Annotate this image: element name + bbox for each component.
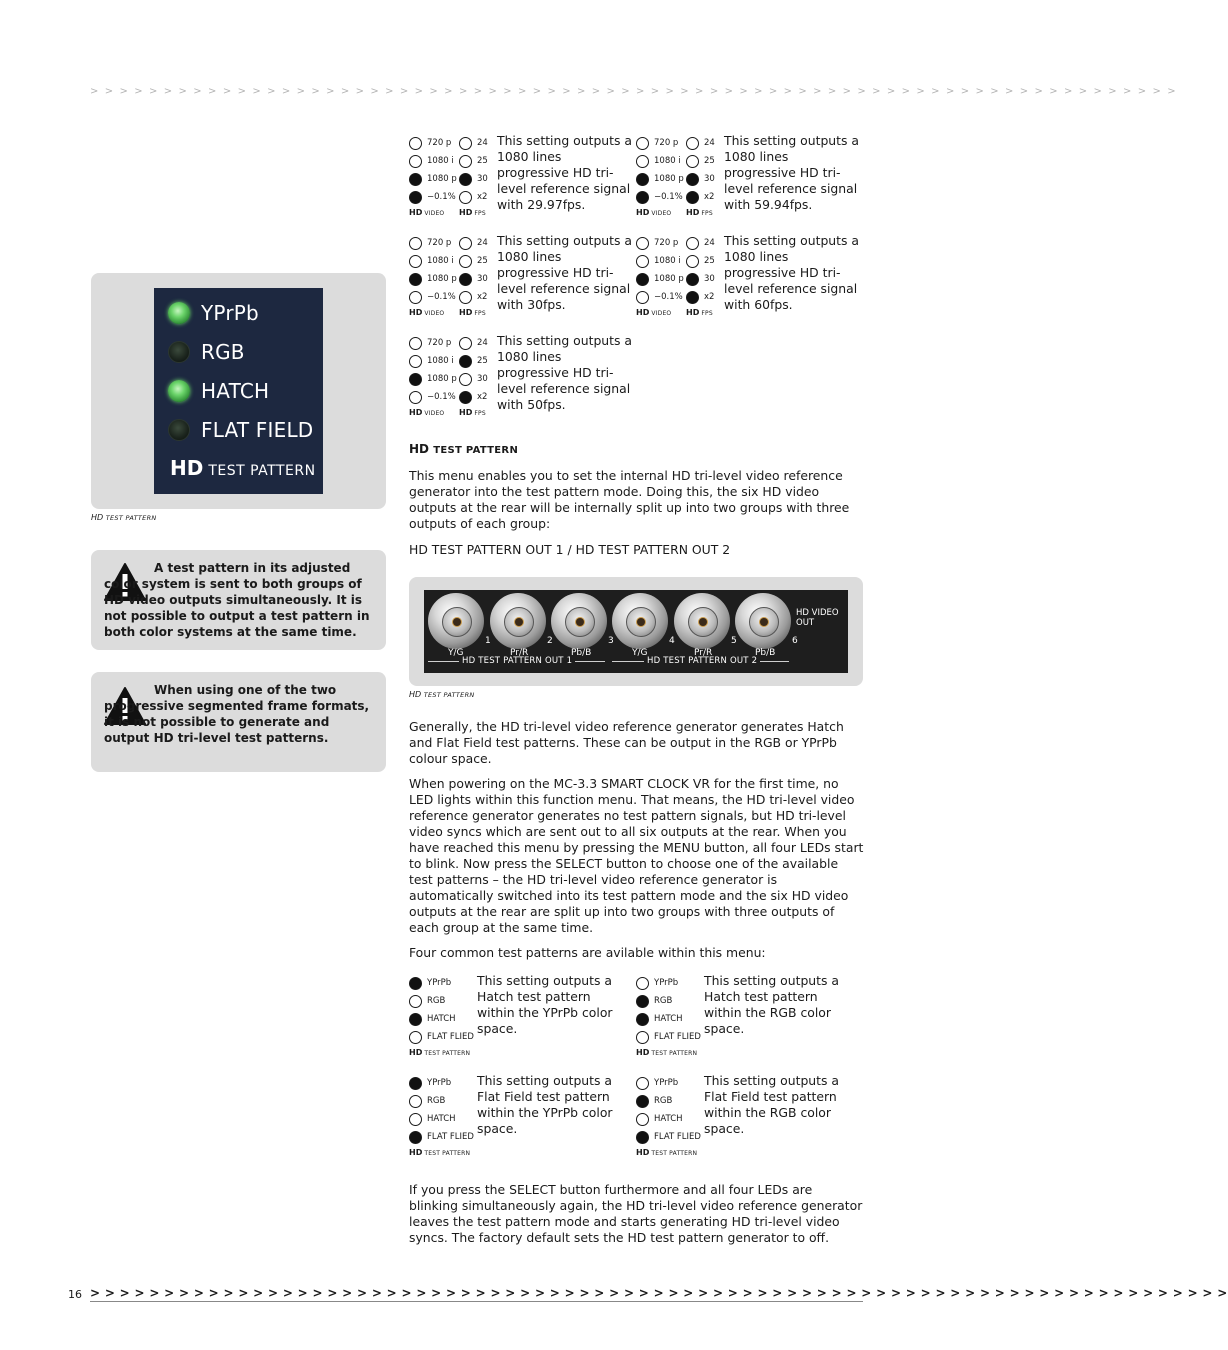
hd-video-footer: [636, 208, 671, 217]
hd-video-footer: [409, 408, 444, 417]
pattern-label: FLAT FLIED: [654, 1032, 701, 1042]
header-arrow-rule: > > > > > > > > > > > > > > > > > > > > > > > > > > > > > > > > > > > > > > > > > > > > > > > > > > > > > > > > > > > > > > > > > > > > > > > > > >: [90, 86, 1178, 97]
connector-number: 6: [792, 636, 798, 646]
led-dot-icon: [636, 291, 649, 304]
led-dot-icon: [686, 173, 699, 186]
led-dot-icon: [459, 337, 472, 350]
device-row-hatch: [168, 376, 269, 406]
led-dot-icon: [686, 155, 699, 168]
pattern-row: [409, 1094, 445, 1108]
fps-label: 30: [477, 374, 488, 384]
fps-label: 24: [704, 238, 715, 248]
caption-hd: HD: [91, 513, 104, 522]
pattern-row: [636, 1076, 678, 1090]
foot-hd: HD: [636, 208, 650, 217]
fps-setting-block: [636, 236, 726, 326]
led-dot-icon: [409, 1131, 422, 1144]
led-indicator-icon: [168, 380, 190, 402]
led-dot-icon: [459, 273, 472, 286]
video-format-label: 1080 p: [427, 174, 457, 184]
video-format-label: 1080 i: [654, 256, 681, 266]
led-dot-icon: [636, 1013, 649, 1026]
warning-text-1: A test pattern in its adjusted color system is sent to both groups of HD video outputs simultaneously. It is not possible to output a test pattern in both color systems at the same time.: [104, 561, 370, 639]
foot-hd: HD: [636, 1048, 650, 1057]
connector-signal-label: Pr/R: [694, 648, 713, 658]
foot-video: VIDEO: [424, 210, 445, 217]
pattern-setting-description: This setting outputs a Flat Field test pattern within the YPrPb color space.: [477, 1073, 613, 1136]
connector-signal-label: Pb/B: [571, 648, 592, 658]
fps-setting-description: This setting outputs a 1080 lines progressive HD tri-level reference signal with 50fps.: [497, 333, 633, 412]
warning-box-1: [91, 550, 386, 650]
video-format-row: [636, 154, 681, 168]
video-format-label: −0.1%: [654, 292, 683, 302]
led-dot-icon: [409, 1031, 422, 1044]
foot-rest: TEST PATTERN: [651, 1150, 698, 1157]
pattern-row: [409, 1030, 474, 1044]
fps-label: 24: [477, 238, 488, 248]
led-dot-icon: [459, 373, 472, 386]
fps-setting-description: This setting outputs a 1080 lines progressive HD tri-level reference signal with 29.97fps.: [497, 133, 633, 212]
hd-fps-footer: [686, 308, 713, 317]
led-dot-icon: [409, 173, 422, 186]
fps-row: [459, 354, 488, 368]
foot-rest: TEST PATTERN: [424, 1150, 471, 1157]
video-format-label: −0.1%: [427, 292, 456, 302]
pattern-row: [409, 976, 451, 990]
warning-text-2: When using one of the two progressive segmented frame formats, it is not possible to generate and output HD tri-level test patterns.: [104, 683, 370, 745]
pattern-row: [409, 1112, 456, 1126]
figure-caption-left: [91, 513, 157, 522]
device-row-label: YPrPb: [201, 301, 259, 325]
led-dot-icon: [459, 255, 472, 268]
fps-row: [686, 154, 715, 168]
video-format-label: 1080 i: [427, 156, 454, 166]
led-dot-icon: [409, 391, 422, 404]
led-dot-icon: [409, 1013, 422, 1026]
bnc-connector-icon: [612, 593, 668, 649]
pattern-row: [636, 1130, 701, 1144]
led-dot-icon: [409, 255, 422, 268]
led-indicator-icon: [168, 341, 190, 363]
led-dot-icon: [636, 1131, 649, 1144]
led-dot-icon: [409, 995, 422, 1008]
pattern-row: [409, 1076, 451, 1090]
led-dot-icon: [409, 155, 422, 168]
video-format-label: 1080 p: [654, 174, 684, 184]
fps-setting-block: [636, 136, 726, 226]
hd-fps-footer: [459, 308, 486, 317]
led-dot-icon: [409, 1095, 422, 1108]
video-format-row: [409, 354, 454, 368]
led-dot-icon: [459, 237, 472, 250]
video-format-row: [409, 154, 454, 168]
foot-fps: FPS: [701, 310, 713, 317]
hd-test-pattern-footer: [636, 1048, 697, 1057]
connector-signal-label: Pr/R: [510, 648, 529, 658]
video-format-label: 1080 p: [427, 274, 457, 284]
video-format-row: [409, 272, 457, 286]
led-dot-icon: [636, 173, 649, 186]
pattern-label: RGB: [654, 996, 673, 1006]
group-label-1: HD TEST PATTERN OUT 1: [459, 656, 575, 666]
figure-caption-connector: [409, 690, 475, 699]
fps-label: 25: [704, 156, 715, 166]
fps-row: [686, 190, 714, 204]
fps-label: 30: [477, 274, 488, 284]
foot-video: VIDEO: [651, 210, 672, 217]
led-dot-icon: [459, 355, 472, 368]
led-dot-icon: [636, 1077, 649, 1090]
hd-video-out-line1: HD VIDEO: [796, 608, 839, 618]
fps-label: 25: [477, 156, 488, 166]
video-format-label: 720 p: [427, 338, 452, 348]
led-dot-icon: [409, 237, 422, 250]
foot-hd: HD: [409, 208, 423, 217]
page-number: 16: [68, 1288, 82, 1301]
video-format-row: [636, 172, 684, 186]
pattern-row: [636, 1012, 683, 1026]
video-format-row: [409, 136, 451, 150]
fps-label: x2: [704, 292, 715, 302]
hd-video-footer: [409, 208, 444, 217]
video-format-label: 720 p: [427, 238, 452, 248]
video-format-row: [409, 336, 451, 350]
pattern-label: RGB: [427, 996, 446, 1006]
device-row-label: FLAT FIELD: [201, 418, 314, 442]
fps-row: [686, 236, 715, 250]
fps-label: 30: [477, 174, 488, 184]
group-label-2: HD TEST PATTERN OUT 2: [644, 656, 760, 666]
hd-test-pattern-footer: [409, 1048, 470, 1057]
foot-hd: HD: [636, 308, 650, 317]
foot-hd: HD: [409, 408, 423, 417]
pattern-label: RGB: [654, 1096, 673, 1106]
video-format-row: [636, 190, 683, 204]
led-dot-icon: [686, 273, 699, 286]
led-dot-icon: [636, 155, 649, 168]
fps-label: x2: [477, 292, 488, 302]
paragraph-generally: Generally, the HD tri-level video reference generator generates Hatch and Flat Field test patterns. These can be output in the RGB or YPrPb colour space.: [409, 719, 844, 766]
connector-signal-label: Y/G: [448, 648, 464, 658]
connector-panel-image: [424, 590, 848, 673]
video-format-label: −0.1%: [427, 392, 456, 402]
fps-row: [459, 172, 488, 186]
foot-fps: FPS: [474, 310, 486, 317]
foot-video: VIDEO: [424, 310, 445, 317]
outputs-line: HD TEST PATTERN OUT 1 / HD TEST PATTERN OUT 2: [409, 542, 731, 557]
hd-video-footer: [636, 308, 671, 317]
device-title-rest: TEST PATTERN: [208, 463, 316, 479]
pattern-setting-description: This setting outputs a Hatch test pattern within the YPrPb color space.: [477, 973, 613, 1036]
led-dot-icon: [409, 273, 422, 286]
fps-row: [686, 290, 714, 304]
pattern-label: FLAT FLIED: [427, 1032, 474, 1042]
footer-arrow-rule: > > > > > > > > > > > > > > > > > > > > > > > > > > > > > > > > > > > > > > > > > > > > > > > > > > > > > > > > > > > > > > > > > > > > > > > > > > > > >: [90, 1286, 1228, 1300]
fps-setting-block: [409, 336, 499, 426]
device-title-hd: HD: [170, 456, 204, 480]
led-dot-icon: [636, 1031, 649, 1044]
heading-rest: TEST PATTERN: [433, 445, 519, 456]
led-dot-icon: [459, 137, 472, 150]
led-dot-icon: [409, 337, 422, 350]
pattern-row: [409, 1012, 456, 1026]
fps-setting-description: This setting outputs a 1080 lines progressive HD tri-level reference signal with 60fps.: [724, 233, 860, 312]
led-dot-icon: [636, 237, 649, 250]
foot-hd: HD: [409, 1048, 423, 1057]
foot-video: VIDEO: [424, 410, 445, 417]
pattern-label: YPrPb: [427, 978, 452, 988]
led-dot-icon: [409, 191, 422, 204]
fps-label: 30: [704, 274, 715, 284]
pattern-label: YPrPb: [654, 1078, 679, 1088]
pattern-label: HATCH: [427, 1114, 456, 1124]
pattern-label: HATCH: [427, 1014, 456, 1024]
led-dot-icon: [686, 237, 699, 250]
paragraph-four-patterns: Four common test patterns are avilable within this menu:: [409, 945, 766, 960]
fps-row: [459, 154, 488, 168]
video-format-label: 720 p: [654, 138, 679, 148]
led-indicator-icon: [168, 419, 190, 441]
device-panel-title: [170, 456, 316, 480]
pattern-label: RGB: [427, 1096, 446, 1106]
fps-row: [459, 372, 488, 386]
led-dot-icon: [459, 391, 472, 404]
fps-row: [686, 272, 715, 286]
led-dot-icon: [409, 291, 422, 304]
led-dot-icon: [636, 995, 649, 1008]
caption-rest: TEST PATTERN: [105, 514, 157, 522]
led-dot-icon: [459, 291, 472, 304]
connector-number: 4: [669, 636, 675, 646]
led-dot-icon: [409, 373, 422, 386]
fps-row: [459, 390, 487, 404]
video-format-label: −0.1%: [427, 192, 456, 202]
video-format-row: [409, 236, 451, 250]
foot-hd: HD: [686, 208, 700, 217]
led-dot-icon: [636, 255, 649, 268]
heading-hd: HD: [409, 442, 430, 456]
foot-hd: HD: [459, 208, 473, 217]
caption-rest: TEST PATTERN: [423, 691, 475, 699]
fps-row: [459, 190, 487, 204]
paragraph-powering-on: When powering on the MC-3.3 SMART CLOCK VR for the first time, no LED lights within this function menu. That means, the HD tri-level video reference generator generates no test pattern signals, but HD tri-level video syncs which are sent out to all six outputs at the rear. When you have reached this menu by pressing the MENU button, all four LEDs start to blink. Now press the SELECT button to choose one of the available test patterns – the HD tri-level video reference generator is automatically switched into its test pattern mode and the six HD video outputs at the rear are split up into two groups with three outputs of each group at the same time.: [409, 776, 864, 935]
section-intro: This menu enables you to set the internal HD tri-level video reference generator into the test pattern mode. Doing this, the six HD video outputs at the rear will be internally split up into two groups with three outputs of each group:: [409, 468, 850, 531]
led-dot-icon: [686, 191, 699, 204]
video-format-label: 720 p: [427, 138, 452, 148]
foot-hd: HD: [459, 308, 473, 317]
bnc-connector-icon: [735, 593, 791, 649]
hd-fps-footer: [459, 408, 486, 417]
foot-fps: FPS: [474, 210, 486, 217]
fps-setting-description: This setting outputs a 1080 lines progressive HD tri-level reference signal with 59.94fps.: [724, 133, 860, 212]
connector-number: 1: [485, 636, 491, 646]
fps-label: 24: [477, 138, 488, 148]
foot-rest: TEST PATTERN: [651, 1050, 698, 1057]
pattern-row: [409, 994, 445, 1008]
video-format-row: [409, 290, 456, 304]
video-format-row: [409, 172, 457, 186]
foot-rest: TEST PATTERN: [424, 1050, 471, 1057]
pattern-row: [636, 976, 678, 990]
led-dot-icon: [636, 273, 649, 286]
led-dot-icon: [459, 191, 472, 204]
device-row-label: RGB: [201, 340, 245, 364]
fps-row: [459, 136, 488, 150]
pattern-label: HATCH: [654, 1114, 683, 1124]
led-dot-icon: [636, 1113, 649, 1126]
foot-hd: HD: [459, 408, 473, 417]
device-row-ypbpr: [168, 298, 259, 328]
led-dot-icon: [686, 291, 699, 304]
led-dot-icon: [686, 255, 699, 268]
led-dot-icon: [636, 977, 649, 990]
led-dot-icon: [459, 155, 472, 168]
hd-test-pattern-footer: [409, 1148, 470, 1157]
fps-row: [459, 336, 488, 350]
fps-label: 30: [704, 174, 715, 184]
video-format-row: [636, 290, 683, 304]
led-dot-icon: [636, 191, 649, 204]
paragraph-select-again: If you press the SELECT button furthermore and all four LEDs are blinking simultaneously again, the HD tri-level video reference generator leaves the test pattern mode and starts generating HD tri-level video syncs. The factory default sets the HD test pattern generator to off.: [409, 1182, 863, 1245]
connector-signal-label: Pb/B: [755, 648, 776, 658]
pattern-row: [636, 994, 672, 1008]
fps-setting-block: [409, 136, 499, 226]
fps-setting-description: This setting outputs a 1080 lines progressive HD tri-level reference signal with 30fps.: [497, 233, 633, 312]
fps-label: 24: [704, 138, 715, 148]
pattern-row: [636, 1112, 683, 1126]
led-dot-icon: [636, 1095, 649, 1108]
device-row-flat-field: [168, 415, 313, 445]
caption-hd: HD: [409, 690, 422, 699]
pattern-label: FLAT FLIED: [654, 1132, 701, 1142]
device-panel-image: [154, 288, 323, 494]
led-dot-icon: [459, 173, 472, 186]
video-format-label: 1080 p: [427, 374, 457, 384]
fps-row: [686, 136, 715, 150]
led-dot-icon: [409, 355, 422, 368]
pattern-setting-description: This setting outputs a Hatch test pattern within the RGB color space.: [704, 973, 840, 1036]
fps-label: 25: [704, 256, 715, 266]
fps-row: [459, 272, 488, 286]
pattern-label: YPrPb: [427, 1078, 452, 1088]
hd-video-out-label: [796, 608, 839, 628]
bnc-connector-icon: [674, 593, 730, 649]
pattern-row: [409, 1130, 474, 1144]
hd-video-out-line2: OUT: [796, 618, 815, 628]
fps-setting-block: [409, 236, 499, 326]
foot-hd: HD: [636, 1148, 650, 1157]
device-row-rgb: [168, 337, 245, 367]
led-dot-icon: [409, 1113, 422, 1126]
video-format-label: 1080 i: [427, 356, 454, 366]
pattern-setting-description: This setting outputs a Flat Field test pattern within the RGB color space.: [704, 1073, 840, 1136]
pattern-label: FLAT FLIED: [427, 1132, 474, 1142]
video-format-row: [636, 136, 678, 150]
connector-number: 3: [608, 636, 614, 646]
video-format-row: [409, 254, 454, 268]
fps-row: [459, 236, 488, 250]
foot-hd: HD: [409, 308, 423, 317]
fps-label: 25: [477, 256, 488, 266]
video-format-row: [636, 254, 681, 268]
hd-fps-footer: [459, 208, 486, 217]
bnc-connector-icon: [490, 593, 546, 649]
bnc-connector-icon: [428, 593, 484, 649]
section-heading: [409, 442, 518, 456]
fps-label: x2: [477, 192, 488, 202]
led-dot-icon: [409, 1077, 422, 1090]
foot-fps: FPS: [474, 410, 486, 417]
foot-hd: HD: [409, 1148, 423, 1157]
video-format-row: [409, 190, 456, 204]
fps-label: 24: [477, 338, 488, 348]
pattern-label: YPrPb: [654, 978, 679, 988]
connector-number: 5: [731, 636, 737, 646]
video-format-label: 1080 p: [654, 274, 684, 284]
fps-row: [459, 254, 488, 268]
device-row-label: HATCH: [201, 379, 270, 403]
foot-video: VIDEO: [651, 310, 672, 317]
led-dot-icon: [409, 977, 422, 990]
fps-label: 25: [477, 356, 488, 366]
warning-box-2: [91, 672, 386, 772]
fps-label: x2: [704, 192, 715, 202]
hd-test-pattern-footer: [636, 1148, 697, 1157]
fps-row: [686, 254, 715, 268]
pattern-row: [636, 1030, 701, 1044]
bnc-connector-icon: [551, 593, 607, 649]
pattern-label: HATCH: [654, 1014, 683, 1024]
video-format-row: [409, 390, 456, 404]
video-format-row: [409, 372, 457, 386]
fps-row: [459, 290, 487, 304]
connector-number: 2: [547, 636, 553, 646]
video-format-label: 1080 i: [654, 156, 681, 166]
fps-label: x2: [477, 392, 488, 402]
fps-row: [686, 172, 715, 186]
hd-fps-footer: [686, 208, 713, 217]
foot-hd: HD: [686, 308, 700, 317]
video-format-row: [636, 272, 684, 286]
connector-signal-label: Y/G: [632, 648, 648, 658]
video-format-label: 1080 i: [427, 256, 454, 266]
video-format-row: [636, 236, 678, 250]
video-format-label: −0.1%: [654, 192, 683, 202]
hd-video-footer: [409, 308, 444, 317]
led-dot-icon: [636, 137, 649, 150]
video-format-label: 720 p: [654, 238, 679, 248]
led-dot-icon: [409, 137, 422, 150]
led-indicator-icon: [168, 302, 190, 324]
led-dot-icon: [686, 137, 699, 150]
foot-fps: FPS: [701, 210, 713, 217]
pattern-row: [636, 1094, 672, 1108]
